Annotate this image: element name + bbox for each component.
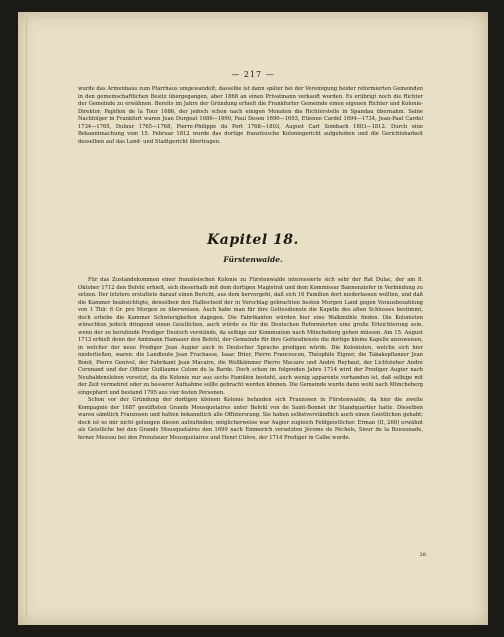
book-page [18,12,488,625]
intro-paragraph: wurde das Armenhaus zum Pfarrhaus umgewandelt; dasselbe ist dann später bei der Vereinigung beider reformierten Gemeinden in den gemeinschaftlichen Besitz übergegangen, aber 1868 an einen Privatmann verkauft worden. Es erübrigt noch die Richter der Gemeinde zu erwähnen. Bereits im Jahre der Gründung erhielt die Frankfurter Gemeinde einen eigenen Richter und Kolonie-Direktor, Papillon de la Tour 1686, der jedoch schon nach einigen Monaten die Richterstelle in Spandau übernahm. Seine Nachfolger in Frankfurt waren Jean Durgeat 1686—1690, Paul Deson 1690—1693, Etienne Cardel 1694—1734, Jean-Paul Cardel 1734—1765, Dufaur 1765—1768, Pierre-Philippe du Port 1768—1803, August Carl Sombach 1803—1812. Durch eine Bekanntmachung vom 15. Februar 1812 wurde das dortige französische Koloniegericht aufgehoben und die Gerichtsbarkeit desselben auf das Land- und Stadtgericht übertragen. [78,86,423,145]
chapter-title: Kapitel 18. [207,232,299,248]
signature-mark: 28 [419,552,426,558]
intro-text-block [78,86,423,146]
page-number: — 217 — [231,70,275,79]
chapter-subtitle: Fürstenwalde. [223,255,283,264]
body-paragraph: Schon vor der Gründung der dortigen kleinen Kolonie befanden sich Franzosen in Fürstenwalde, da hier die zweite Kompagnie der 1687 gestifteten Grands Mousquetaires unter Befehl von de Saint-Bonnet ihr Standquartier hatte. Dieselben waren sämtlich Franzosen und hatten bekanntlich alle Offiziersrang. Sie haben selbstverständlich auch einen Geistlichen gehabt; doch ist es mir nicht gelungen diesen aufzufinden; möglicherweise war Augier zugleich Feldgeistlicher. Erman (II, 260) erwähnt als Geistliche bei den Grands Mousquetaires den 1690 nach Emmerich versetzten Jérome de Péchels, Sieur de la Boissonade, ferner Mossou bei den Prenzlauer Mousquetaires und Henri Ctiève, der 1714 Prediger in Calbe wurde. [78,397,423,441]
body-paragraph: Für das Zustandekommen einer französischen Kolonie zu Fürstenwalde interessierte sich sehr der Rat Dulac, der am 8. Oktober 1712 den Befehl erhielt, sich dieserhalb mit dem dortigen Magistrat und dem Kommissar Bannenziefer in Verbindung zu setzen. Der letztere erstattete darauf einen Bericht, aus dem hervorgeht, daß sich 16 Familien dort niederlassen wollten, und daß die Kammer beabsichtigte, denselben den Halbscheid der in Vorschlag gebrachten besten Morgen Land gegen Vorausbezahlung von 1 Thlr. 6 Gr. pro Morgen zu überweisen. Auch habe man für ihre Gottesdienste die Kapelle des alten Schlosses bestimmt, doch erhebe die Kammer Schwierigkeiten dagegen. Die Fabrikanten würden hier eine Walkmühle finden. Die Kolonisten wünschten jedoch dringend einen Geistlichen, auch würde es für die Deutschen Reformierten eine große Erleichterung sein, wenn der zu berufende Prediger Deutsch verstände, da selbige zur Kommunion nach Müncheberg gehen müssen. Am 15. August 1713 erhielt denn der Amtmann Hamauer den Befehl, der Gemeinde für ihre Gottesdienste die dortige kleine Kapelle anzuweisen, in welcher der neue Prediger Jean Augier auch in Deutscher Sprache predigen würde. Die Kolonisten, welche sich hier niederließen, waren: die Landleute Jean Frachasse, Isaac Brier, Pierre Francescon, Théophile Eigner, die Tabakspflanzer Jean Bonit, Pierre Genivel, der Fabrikant Jean Macaire, die Wollkämmer Pierre Macaire und André Reybaut, der Lichtzieher André Corenand und der Offizier Guillaume Colom de la Barde. Doch schon im folgenden Jahre 1714 wird der Prediger Augier nach Neuhaldensleben versetzt, da die Kolonie nur aus sechs Familien besteht, auch wenig apparente vorhanden ist, daß selbige mit der Zeit vermehret oder zu besserer Aufnahme sollte gebracht werden können. Die Gemeinde wurde dann wohl nach Müncheberg eingepfarrt und bestand 1795 aus vier festen Personen. [78,277,423,396]
chapter-body [78,277,423,442]
